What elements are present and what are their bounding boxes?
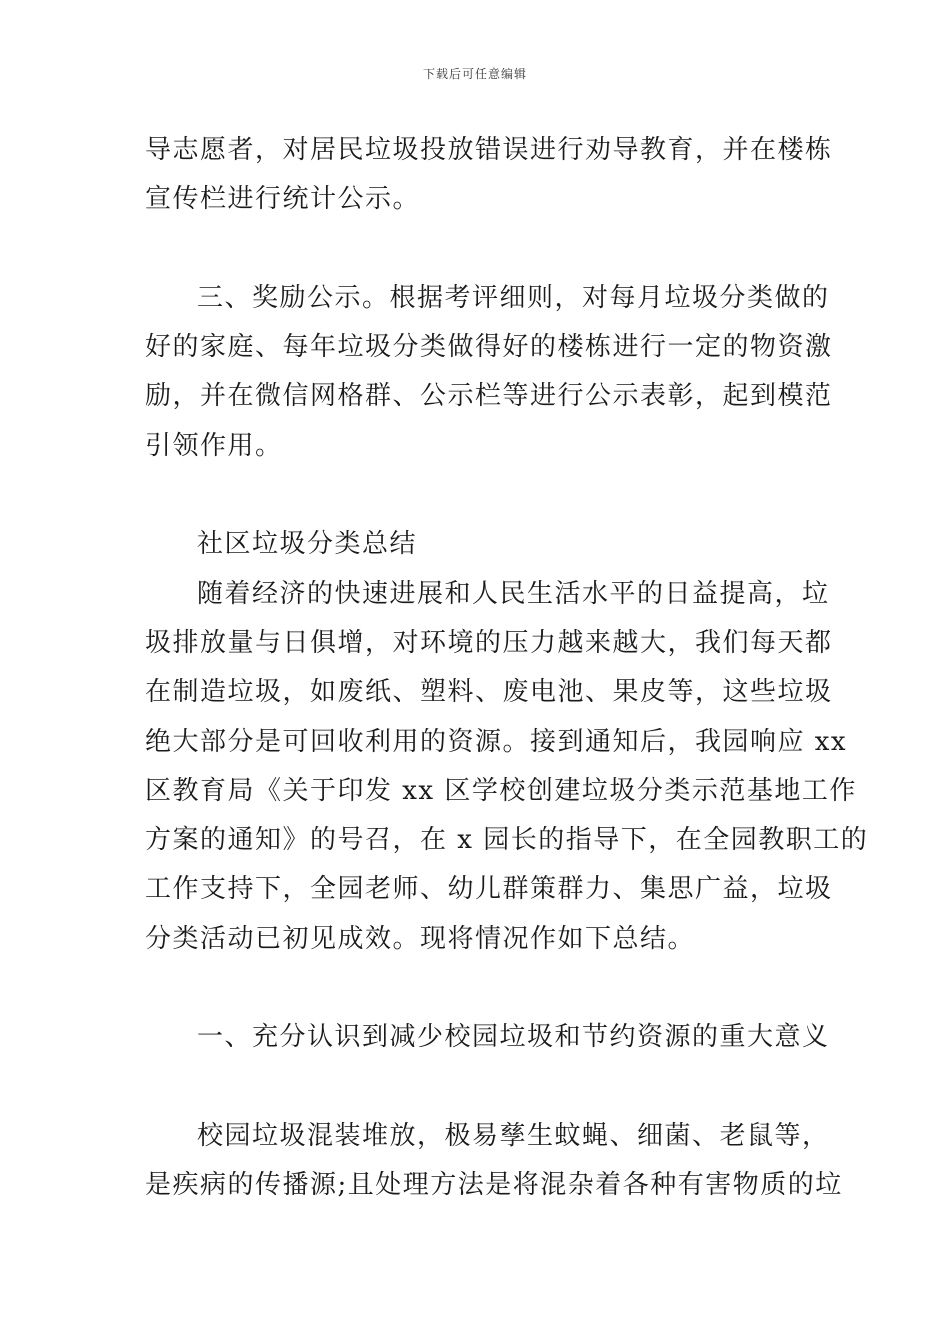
paragraph (145, 1013, 830, 1062)
text-line: 是疾病的传播源;且处理方法是将混杂着各种有害物质的垃 (145, 1170, 843, 1201)
text-line: 导志愿者，对居民垃圾投放错误进行劝导教育，并在楼栋 (145, 135, 833, 165)
document-body (145, 126, 869, 1211)
text-line: 工作支持下，全园老师、幼儿群策群力、集思广益，垃圾 (145, 874, 833, 905)
paragraph (145, 1112, 843, 1211)
text-line: 在制造垃圾，如废纸、塑料、废电池、果皮等，这些垃圾 (145, 677, 833, 708)
text-line: 三、奖励公示。根据考评细则，对每月垃圾分类做的 (197, 282, 830, 313)
paragraph-gap (145, 1063, 810, 1112)
section-heading: 一、充分认识到减少校园垃圾和节约资源的重大意义 (197, 1022, 830, 1053)
text-line: 宣传栏进行统计公示。 (145, 184, 421, 215)
section-title-text: 社区垃圾分类总结 (197, 529, 418, 560)
text-line: 绝大部分是可回收利用的资源。接到通知后，我园响应 xx (145, 726, 848, 757)
paragraph-gap (145, 225, 810, 274)
text-line: 圾排放量与日俱增，对环境的压力越来越大，我们每天都 (145, 627, 833, 658)
section-title (145, 520, 810, 569)
text-line: 方案的通知》的号召，在 x 园长的指导下，在全园教职工的 (145, 825, 869, 856)
paragraph (145, 570, 869, 964)
paragraph-gap (145, 471, 810, 520)
text-line: 分类活动已初见成效。现将情况作如下总结。 (145, 923, 696, 954)
text-line: 校园垃圾混装堆放，极易孳生蚊蝇、细菌、老鼠等， (197, 1120, 830, 1151)
text-line: 区教育局《关于印发 xx 区学校创建垃圾分类示范基地工作 (145, 775, 857, 806)
page-header: 下载后可任意编辑 (422, 67, 527, 81)
paragraph-gap (145, 964, 810, 1013)
text-line: 引领作用。 (145, 430, 283, 461)
paragraph (145, 126, 833, 225)
text-line: 好的家庭、每年垃圾分类做得好的楼栋进行一定的物资激 (145, 332, 833, 363)
paragraph (145, 274, 833, 471)
text-line: 随着经济的快速进展和人民生活水平的日益提高，垃 (197, 578, 830, 609)
text-line: 励，并在微信网格群、公示栏等进行公示表彰，起到模范 (145, 381, 833, 412)
